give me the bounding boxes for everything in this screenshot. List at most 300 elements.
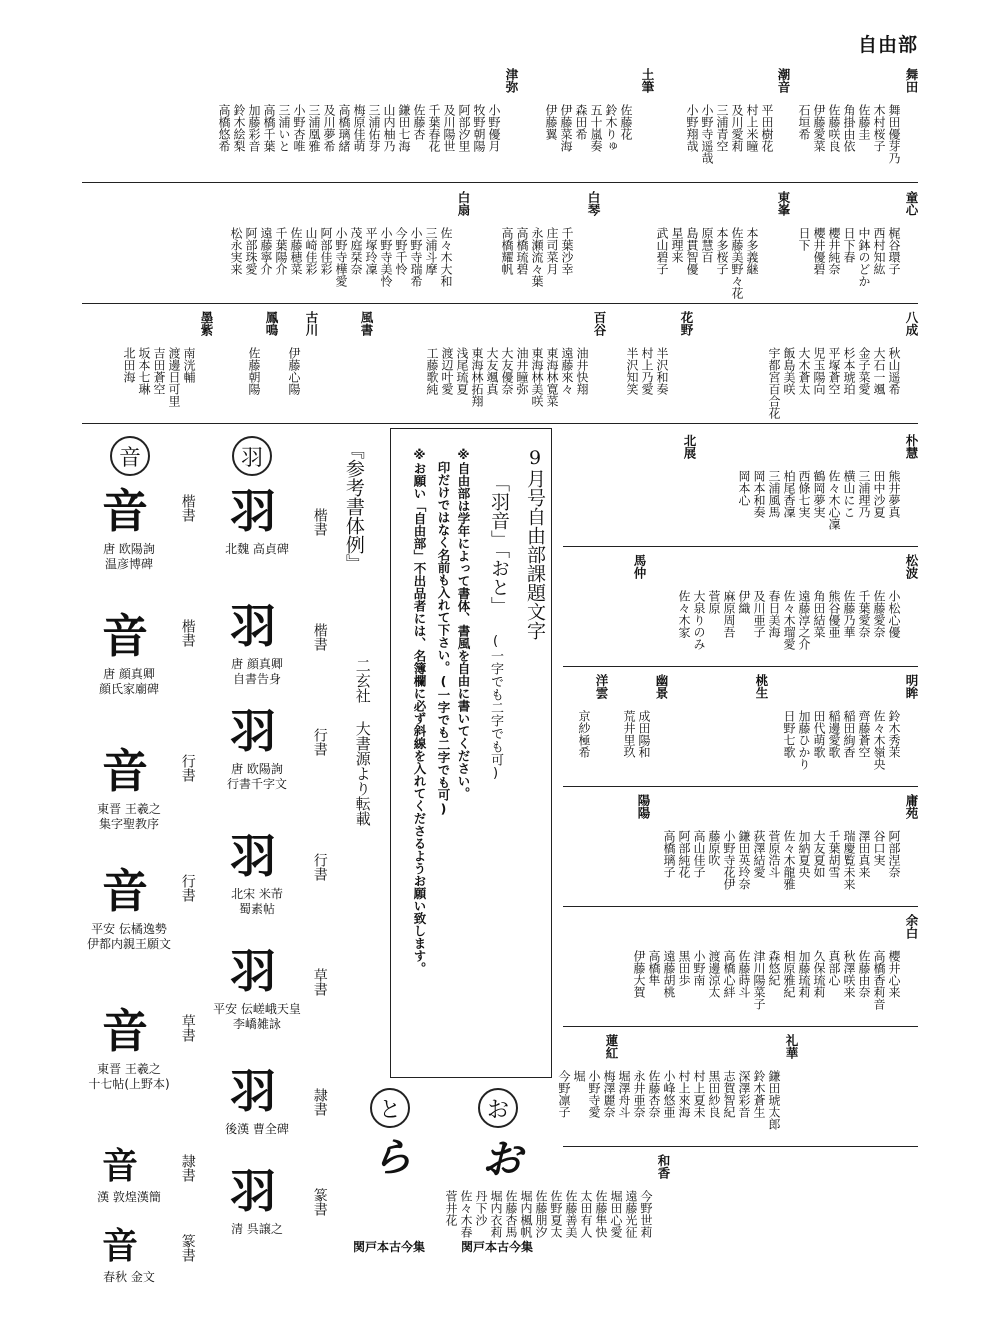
ha-caption: 唐 欧陽詢 行書千字文 (226, 762, 287, 791)
ha-style: 行書 (311, 853, 328, 881)
on-glyph: 音 (102, 484, 148, 538)
member-name: 遠藤寧介 (259, 227, 273, 275)
member-name: 大友夏如 (812, 830, 826, 878)
notice-box (390, 428, 552, 1078)
member-name: 三浦青空 (715, 104, 729, 152)
member-name: 及川夢希 (322, 104, 336, 152)
member-name: 佐藤蒔斗 (737, 950, 751, 998)
group-name: 和香 (656, 1154, 671, 1179)
member-name: 櫻井優碧 (812, 227, 826, 275)
member-name: 遠藤來々 (560, 347, 574, 395)
member-name: 高橋璃子 (662, 830, 676, 878)
member-name: 鎌田七海 (397, 104, 411, 152)
group-name: 幽景 (654, 674, 669, 699)
on-style: 行書 (179, 754, 196, 782)
member-name: 三浦斗摩 (424, 227, 438, 275)
member-name: 鶴岡夢実 (812, 470, 826, 518)
member-name: 工藤歌純 (425, 347, 439, 395)
member-name: 小野杏唯 (292, 104, 306, 152)
member-name: 伊織 (737, 590, 751, 614)
member-name: 佐々木大和 (439, 227, 453, 287)
name-list (765, 347, 900, 419)
name-list (675, 590, 900, 650)
group-name: 明眸 (904, 674, 919, 699)
member-name: 堀澤舟斗 (617, 1070, 631, 1118)
member-name: 半沢和奏 (655, 347, 669, 395)
group-name: 潮音 (776, 68, 791, 93)
member-name: 高橋悠希 (217, 104, 231, 152)
name-list (575, 710, 590, 758)
member-name: 日野七歌 (782, 710, 796, 758)
member-name: 梅原佳萌 (352, 104, 366, 152)
member-name: 稲田絢香 (842, 710, 856, 758)
member-name: 日下春 (842, 227, 856, 263)
on-glyph: 音 (102, 744, 148, 798)
on-caption: 唐 欧陽詢 温彦博碑 (103, 542, 155, 571)
member-name: 久保琉莉 (812, 950, 826, 998)
member-name: 原慧百 (700, 227, 714, 263)
on-caption: 平安 伝橘逸勢 伊都内親王願文 (86, 922, 171, 951)
member-name: 及川愛莉 (730, 104, 744, 152)
member-name: 瑞慶覧未来 (842, 830, 856, 890)
roster-band (82, 185, 918, 304)
member-name: 小野寺瑞希 (409, 227, 423, 287)
on-style: 篆書 (179, 1234, 196, 1262)
group-name: 古川 (304, 311, 319, 336)
ha-style: 草書 (311, 968, 328, 996)
member-name: 菅原 (707, 590, 721, 614)
member-name: 渡邊日可里 (167, 347, 181, 407)
member-name: 津川陽菜子 (752, 950, 766, 1010)
on-style: 草書 (179, 1014, 196, 1042)
member-name: 牧野朝陽 (472, 104, 486, 152)
member-name: 岡本和奏 (752, 470, 766, 518)
circle-char: と (370, 1088, 410, 1128)
member-name: 飯島美咲 (782, 347, 796, 395)
member-name: 阿部佳彩 (319, 227, 333, 275)
member-name: 鈴木りゅ (604, 104, 618, 152)
member-name: 山崎佳彩 (304, 227, 318, 275)
ha-glyph: 羽 (230, 704, 276, 758)
group-name: 洋雲 (594, 674, 609, 699)
member-name: 三浦理乃 (857, 470, 871, 518)
notice-subject: 「羽音」「おと」 (488, 473, 510, 616)
member-name: 茂庭栞奈 (349, 227, 363, 275)
ha-caption: 唐 顔真卿 自書告身 (231, 657, 283, 686)
kana-caption: 関戸本古今集 (460, 1240, 533, 1254)
member-name: 渡辺叶愛 (440, 347, 454, 395)
on-style: 楷書 (179, 494, 196, 522)
name-list (423, 347, 588, 407)
member-name: 佐藤朋汐 (534, 1190, 548, 1238)
roster-block (563, 788, 918, 907)
member-name: 佐藤花 (619, 104, 633, 140)
member-name: 西條七実 (797, 470, 811, 518)
member-name: 半沢知笑 (625, 347, 639, 395)
member-name: 小野翔哉 (685, 104, 699, 152)
member-name: 島貫智優 (685, 227, 699, 275)
member-name: 伊藤大賀 (632, 950, 646, 998)
kana-glyph-to: ら (372, 1134, 412, 1181)
ha-glyph: 羽 (230, 599, 276, 653)
member-name: 日下 (797, 227, 811, 251)
name-list (683, 104, 773, 164)
member-name: 三浦いと (277, 104, 291, 152)
name-list (660, 830, 900, 890)
member-name: 佐々木龍雅 (782, 830, 796, 890)
member-name: 高橋心絆 (722, 950, 736, 998)
member-name: 南洸輔 (182, 347, 196, 383)
member-name: 田代萌歌 (812, 710, 826, 758)
ha-style: 楷書 (311, 508, 328, 536)
member-name: 森田希 (574, 104, 588, 140)
member-name: 渡邊涼太 (707, 950, 721, 998)
name-list (620, 710, 650, 758)
member-name: 大石一颯 (872, 347, 886, 395)
group-name: 蓮紅 (604, 1034, 619, 1059)
group-name: 花野 (679, 311, 694, 336)
member-name: 伊藤心陽 (287, 347, 301, 395)
group-name: 百谷 (592, 311, 607, 336)
member-name: 小野寺遥哉 (700, 104, 714, 164)
member-name: 佐々木春 (459, 1190, 473, 1238)
notice-note-1: ※自由部は学年によって書体、書風を自由に書いてください。 (456, 447, 471, 800)
member-name: 村上夏未 (692, 1070, 706, 1118)
member-name: 伊藤愛菜 (812, 104, 826, 152)
member-name: 深澤彩音 (737, 1070, 751, 1118)
member-name: 佐藤朝陽 (247, 347, 261, 395)
member-name: 高橋耀帆 (500, 227, 514, 275)
group-name: 北展 (682, 434, 697, 459)
member-name: 春日美海 (767, 590, 781, 638)
member-name: 鎌田英玲奈 (737, 830, 751, 890)
member-name: 武山碧子 (655, 227, 669, 275)
on-glyph: 音 (102, 609, 148, 663)
kana-glyph-o: お (482, 1136, 522, 1183)
member-name: 千葉沙幸 (560, 227, 574, 275)
member-name: 大友優奈 (500, 347, 514, 395)
member-name: 小野寺愛 (587, 1070, 601, 1118)
member-name: 相原雅紀 (782, 950, 796, 998)
group-name: 津弥 (504, 68, 519, 93)
name-list (795, 104, 900, 164)
member-name: 児玉陽向 (812, 347, 826, 395)
roster-block (563, 548, 918, 667)
member-name: 大泉りのみ (692, 590, 706, 650)
member-name: 宇都宮百合花 (767, 347, 781, 419)
member-name: 今野世莉 (639, 1190, 653, 1238)
member-name: 五十嵐奏 (589, 104, 603, 152)
ha-style: 行書 (311, 728, 328, 756)
member-name: 加藤ひかり (797, 710, 811, 770)
member-name: 太田有人 (579, 1190, 593, 1238)
member-name: 平塚玲凜 (364, 227, 378, 275)
circle-char: 羽 (232, 436, 272, 476)
member-name: 及川亜子 (752, 590, 766, 638)
member-name: 浅尾琉夏 (455, 347, 469, 395)
on-style: 楷書 (179, 619, 196, 647)
member-name: 角田結菜 (812, 590, 826, 638)
on-glyph: 音 (102, 1225, 139, 1267)
ref-title: 『参考書体例』 (342, 440, 365, 573)
member-name: 星理来 (670, 227, 684, 263)
member-name: 加藤彩音 (247, 104, 261, 152)
on-caption: 漢 敦煌漢簡 (97, 1190, 161, 1204)
ha-style: 楷書 (311, 623, 328, 651)
name-list (245, 347, 260, 395)
ref-source: 二玄社 大書源より転載 (353, 658, 372, 826)
ha-glyph: 羽 (230, 1064, 276, 1118)
member-name: 平塚蒼空 (827, 347, 841, 395)
member-name: 黒田歩 (677, 950, 691, 986)
member-name: 金子菜愛 (857, 347, 871, 395)
member-name: 熊井夢真 (887, 470, 901, 518)
roster-block (563, 428, 918, 547)
notice-subject-note: (一字でも二字でも可) (488, 634, 503, 781)
member-name: 成田陽和 (637, 710, 651, 758)
member-name: 阿部純花 (677, 830, 691, 878)
group-name: 松波 (904, 554, 919, 579)
member-name: 東海林美咲 (530, 347, 544, 407)
member-name: 佐藤美野々花 (730, 227, 744, 299)
ha-glyph: 羽 (230, 944, 276, 998)
member-name: 佐野夏太 (549, 1190, 563, 1238)
roster-block (563, 908, 918, 1027)
member-name: 平田樹花 (760, 104, 774, 152)
member-name: 櫻井心来 (887, 950, 901, 998)
group-name: 礼華 (784, 1034, 799, 1059)
group-name: 童心 (904, 191, 919, 216)
member-name: 堀 (572, 1070, 586, 1082)
group-name: 八成 (904, 311, 919, 336)
group-name: 陽陽 (636, 794, 651, 819)
on-glyph: 音 (102, 1004, 148, 1058)
member-name: 小峰悠亜 (662, 1070, 676, 1118)
member-name: 小野優月 (487, 104, 501, 152)
member-name: 佐藤善美 (564, 1190, 578, 1238)
member-name: 遠藤光征 (624, 1190, 638, 1238)
member-name: 京紗極希 (577, 710, 591, 758)
member-name: 三浦凰雅 (307, 104, 321, 152)
member-name: 佐藤咲良 (827, 104, 841, 152)
member-name: 今野千怜 (394, 227, 408, 275)
member-name: 村上乃愛 (640, 347, 654, 395)
name-list (498, 227, 573, 287)
member-name: 永井亜奈 (632, 1070, 646, 1118)
member-name: 阿部珠愛 (244, 227, 258, 275)
member-name: 三浦風馬 (767, 470, 781, 518)
member-name: 山内柚乃 (382, 104, 396, 152)
on-caption: 唐 顔真卿 顔氏家廟碑 (98, 667, 159, 696)
page-header: 自由部 (857, 34, 918, 56)
member-name: 藤原吹 (707, 830, 721, 866)
ha-style: 篆書 (311, 1188, 328, 1216)
name-list (623, 347, 668, 395)
member-name: 今野凛子 (557, 1070, 571, 1118)
member-name: 永瀬流々葉 (530, 227, 544, 287)
name-list (555, 1070, 780, 1130)
member-name: 荻澤結愛 (752, 830, 766, 878)
notice-note-3: ※お願い「自由部」不出品者には、名簿欄に必ず斜線を入れてくださるようお願い致します。 (412, 447, 427, 975)
on-style: 隷書 (179, 1154, 196, 1182)
ha-caption: 北宋 米芾 蜀素帖 (231, 887, 283, 916)
member-name: 千葉陽介 (274, 227, 288, 275)
member-name: 高山佳子 (692, 830, 706, 878)
member-name: 高橋琉碧 (515, 227, 529, 275)
member-name: 高橋璃緒 (337, 104, 351, 152)
ha-glyph: 羽 (230, 829, 276, 883)
member-name: 千葉愛奈 (857, 590, 871, 638)
member-name: 岡本心 (737, 470, 751, 506)
name-list (120, 347, 195, 407)
member-name: 佐々木家 (677, 590, 691, 638)
member-name: 大木蒼太 (797, 347, 811, 395)
member-name: 澤田真来 (857, 830, 871, 878)
member-name: 中鉢のどか (857, 227, 871, 287)
group-name: 余白 (904, 914, 919, 939)
group-name: 馬仲 (632, 554, 647, 579)
member-name: 高橋千葉 (262, 104, 276, 152)
member-name: 横山にこ (842, 470, 856, 518)
member-name: 大友颯真 (485, 347, 499, 395)
member-name: 佐藤杏馬 (504, 1190, 518, 1238)
member-name: 鎌田琥太郎 (767, 1070, 781, 1130)
member-name: 佐藤由奈 (857, 950, 871, 998)
group-name: 朴慧 (904, 434, 919, 459)
member-name: 志賀智紀 (722, 1070, 736, 1118)
member-name: 谷口実 (872, 830, 886, 866)
member-name: 小野寺樺愛 (334, 227, 348, 287)
roster-band (82, 305, 918, 424)
roster-block (557, 1028, 918, 1147)
member-name: 佐藤乃華 (842, 590, 856, 638)
member-name: 村上米瞳 (745, 104, 759, 152)
ha-caption: 後漢 曹全碑 (225, 1122, 289, 1136)
name-list (215, 104, 500, 152)
member-name: 及川陽世 (442, 104, 456, 152)
name-list (227, 227, 452, 287)
member-name: 丹下沙 (474, 1190, 488, 1226)
member-name: 堀内衣莉 (489, 1190, 503, 1238)
member-name: 舞田優芽乃 (887, 104, 901, 164)
member-name: 松永実来 (229, 227, 243, 275)
member-name: 秋山遥希 (887, 347, 901, 395)
member-name: 堀内楓帆 (519, 1190, 533, 1238)
member-name: 東海林寛菜 (545, 347, 559, 407)
member-name: 本多桜子 (715, 227, 729, 275)
on-glyph: 音 (102, 864, 148, 918)
member-name: 荒井里玖 (622, 710, 636, 758)
name-list (630, 950, 900, 1010)
member-name: 阿部涅奈 (887, 830, 901, 878)
name-list (735, 470, 900, 530)
member-name: 田中沙夏 (872, 470, 886, 518)
member-name: 秋澤咲来 (842, 950, 856, 998)
member-name: 石垣希 (797, 104, 811, 140)
name-list (780, 710, 900, 770)
member-name: 佐藤杏奈 (647, 1070, 661, 1118)
circle-char: お (478, 1088, 518, 1128)
on-caption: 春秋 金文 (103, 1270, 155, 1284)
member-name: 東海林拓翔 (470, 347, 484, 407)
group-name: 白扇 (456, 191, 471, 216)
member-name: 坂本七琳 (137, 347, 151, 395)
group-name: 桃生 (754, 674, 769, 699)
member-name: 菅井花 (444, 1190, 458, 1226)
on-caption: 東晋 王羲之 十七帖(上野本) (88, 1062, 170, 1091)
ha-caption: 平安 伝嵯峨天皇 李嶠雑詠 (213, 1002, 301, 1031)
member-name: 三浦佑芽 (367, 104, 381, 152)
member-name: 菅原浩斗 (767, 830, 781, 878)
on-style: 行書 (179, 874, 196, 902)
member-name: 小野南 (692, 950, 706, 986)
member-name: 千葉胡雪 (827, 830, 841, 878)
member-name: 村上來海 (677, 1070, 691, 1118)
member-name: 黒田紗良 (707, 1070, 721, 1118)
member-name: 森悠紀 (767, 950, 781, 986)
member-name: 杉本琥珀 (842, 347, 856, 395)
member-name: 小野寺花伊 (722, 830, 736, 890)
group-name: 舞田 (904, 68, 919, 93)
member-name: 高橋隼 (647, 950, 661, 986)
name-list (795, 227, 900, 287)
roster-block (563, 668, 918, 787)
member-name: 熊谷優亜 (827, 590, 841, 638)
member-name: 遠藤胡桃 (662, 950, 676, 998)
ha-caption: 清 呉譲之 (231, 1222, 283, 1236)
member-name: 麻原周吾 (722, 590, 736, 638)
member-name: 加納夏央 (797, 830, 811, 878)
member-name: 吉田蒼空 (152, 347, 166, 395)
member-name: 北田海 (122, 347, 136, 383)
member-name: 木村桜子 (872, 104, 886, 152)
member-name: 油井快翔 (575, 347, 589, 395)
member-name: 本多義継 (745, 227, 759, 275)
member-name: 加藤琉莉 (797, 950, 811, 998)
member-name: 佐藤穂菜 (289, 227, 303, 275)
member-name: 小野寺美怜 (379, 227, 393, 287)
notice-note-2: 印だけではなく名前も入れて下さい。(一字でも二字でも可) (436, 461, 451, 816)
member-name: 鈴木秀茉 (887, 710, 901, 758)
group-name: 風書 (359, 311, 374, 336)
member-name: 佐々木瑠愛 (782, 590, 796, 650)
notice-title: 9月号自由部課題文字 (524, 447, 546, 640)
name-list (285, 347, 300, 395)
member-name: 高橋香莉音 (872, 950, 886, 1010)
member-name: 櫻井純奈 (827, 227, 841, 275)
member-name: 阿部汐里 (457, 104, 471, 152)
on-glyph: 音 (102, 1145, 139, 1187)
member-name: 佐藤隼快 (594, 1190, 608, 1238)
kana-caption: 関戸本古今集 (352, 1240, 425, 1254)
member-name: 佐藤杏 (412, 104, 426, 140)
member-name: 伊藤菜海 (559, 104, 573, 152)
member-name: 角掛由依 (842, 104, 856, 152)
member-name: 稲邊愛歌 (827, 710, 841, 758)
group-name: 墨紫 (199, 311, 214, 336)
member-name: 遠藤淳之介 (797, 590, 811, 650)
ha-glyph: 羽 (230, 1164, 276, 1218)
group-name: 土筆 (640, 68, 655, 93)
member-name: 千葉春花 (427, 104, 441, 152)
member-name: 鈴木蒼生 (752, 1070, 766, 1118)
member-name: 佐藤圭 (857, 104, 871, 140)
member-name: 梅澤麗奈 (602, 1070, 616, 1118)
member-name: 真部心 (827, 950, 841, 986)
member-name: 柏尾香凜 (782, 470, 796, 518)
on-caption: 東晋 王羲之 集字聖教序 (97, 802, 161, 831)
member-name: 梶谷環子 (887, 227, 901, 275)
